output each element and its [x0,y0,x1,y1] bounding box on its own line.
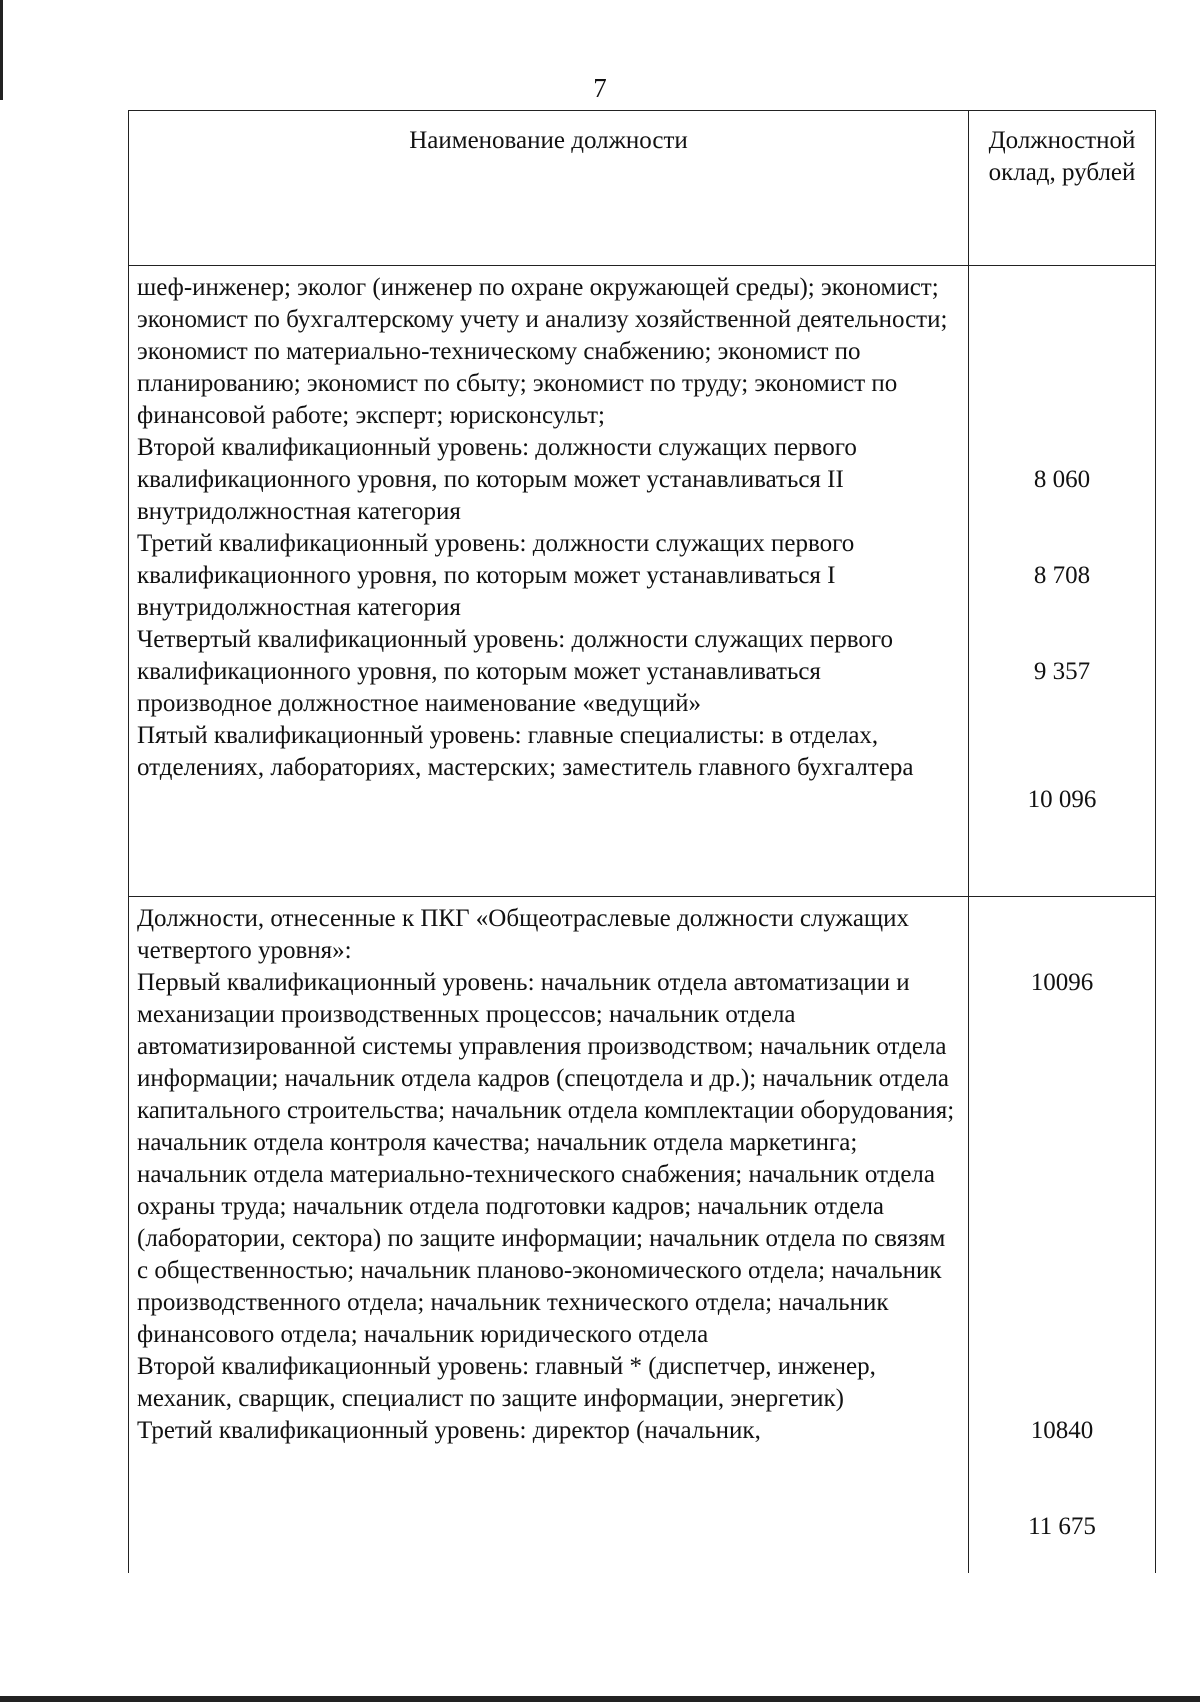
salary-value: 8 060 [1033,466,1091,493]
table-header-row [129,111,1156,266]
header-salary [969,111,1156,266]
salary-value: 10840 [1030,1417,1094,1444]
salary-value: 8 708 [1033,562,1091,589]
position-text: Второй квалификационный уровень: должности служащих первого квалификационного уровня, по которым может устанавливаться II внутридолжностная категория [137,434,857,525]
position-text: Третий квалификационный уровень: директор (начальник, [137,1417,761,1444]
table-row [129,897,1156,1574]
header-salary-line1: Должностной [988,127,1136,154]
scan-edge-bottom [0,1696,1200,1702]
header-position-name: Наименование должности [129,111,969,266]
table-row [129,266,1156,897]
position-text: Второй квалификационный уровень: главный * (диспетчер, инженер, механик, сварщик, специалист по защите информации, энергетик) [137,1353,876,1412]
position-text: Третий квалификационный уровень: должности служащих первого квалификационного уровня, по которым может устанавливаться I внутридолжностная категория [137,530,855,621]
salary-cell [969,897,1156,1574]
salary-value: 10 096 [1027,786,1097,813]
position-cell [129,266,969,897]
salary-value: 10096 [1030,969,1094,996]
header-salary-line2: оклад, рублей [988,159,1136,186]
position-cell [129,897,969,1574]
salary-value: 9 357 [1033,658,1091,685]
position-text: Должности, отнесенные к ПКГ «Общеотраслевые должности служащих четвертого уровня»: [137,905,910,964]
salary-table [128,110,1156,1573]
position-text: Пятый квалификационный уровень: главные специалисты: в отделах, отделениях, лабораториях, мастерских; заместитель главного бухгалтера [137,722,914,781]
salary-cell [969,266,1156,897]
position-text: Первый квалификационный уровень: начальник отдела автоматизации и механизации производственных процессов; начальник отдела автоматизированной системы управления производством; начальник отдела информации; начальник отдела кадров (спецотдела и др.); начальник отдела капитального строительства; начальник отдела комплектации оборудования; начальник отдела контроля качества; начальник отдела маркетинга; начальник отдела материально-технического снабжения; начальник отдела охраны труда; начальник отдела подготовки кадров; начальник отдела (лаборатории, сектора) по защите информации; начальник отдела по связям с общественностью; начальник планово-экономического отдела; начальник производственного отдела; начальник технического отдела; начальник финансового отдела; начальник юридического отдела [137,969,955,1348]
page-number: 7 [593,73,607,103]
salary-value: 11 675 [1028,1513,1096,1540]
position-text: шеф-инженер; эколог (инженер по охране окружающей среды); экономист; экономист по бухгалтерскому учету и анализу хозяйственной деятельности; экономист по материально-техническому снабжению; экономист по планированию; экономист по сбыту; экономист по труду; экономист по финансовой работе; эксперт; юрисконсульт; [137,274,948,429]
position-text: Четвертый квалификационный уровень: должности служащих первого квалификационного уровня, по которым может устанавливаться производное должностное наименование «ведущий» [137,626,893,717]
